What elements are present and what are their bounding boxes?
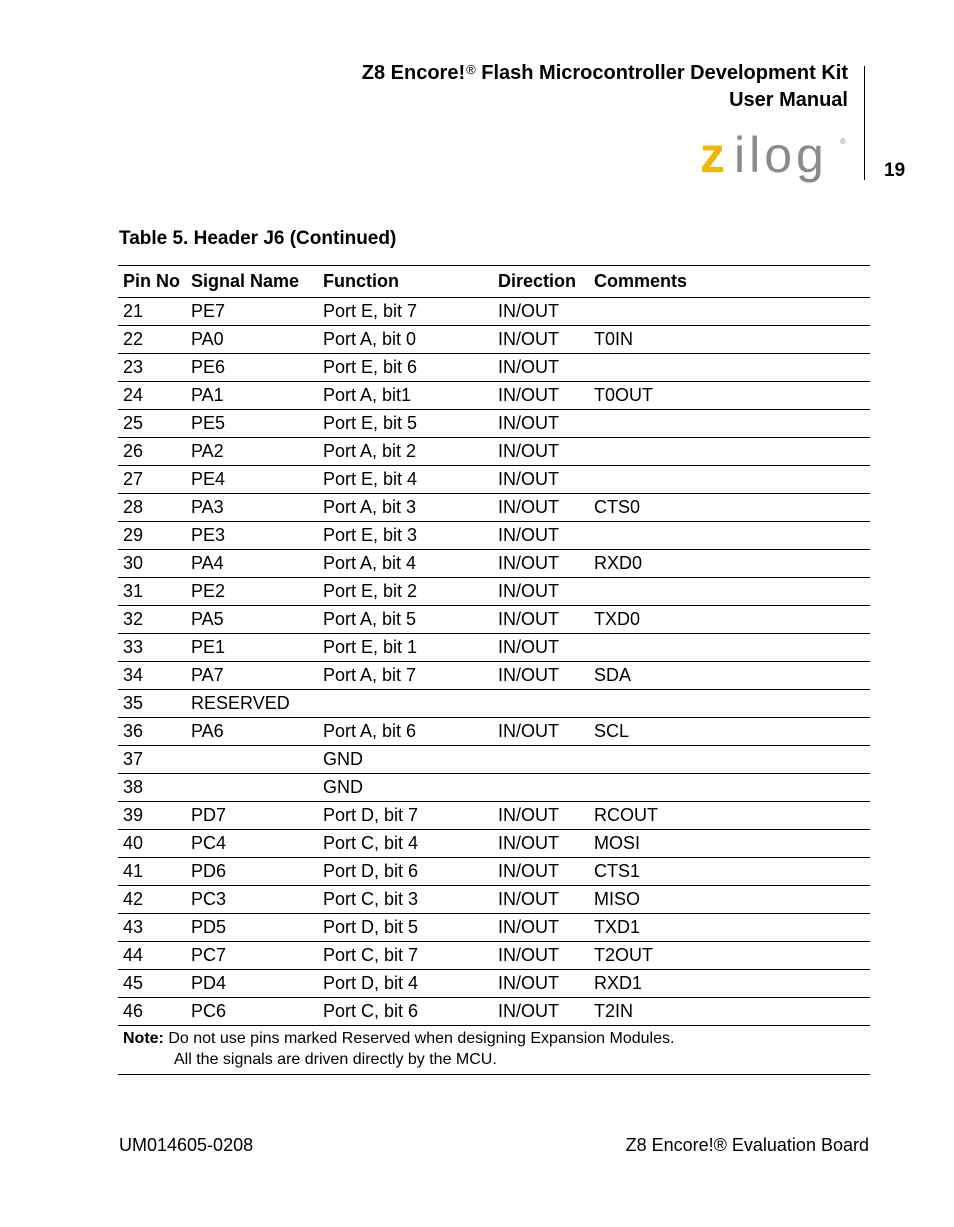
svg-text:ilog: ilog bbox=[734, 128, 828, 183]
table-cell: 32 bbox=[118, 606, 186, 634]
table-cell: PD4 bbox=[186, 970, 318, 998]
table-cell: Port A, bit 2 bbox=[318, 438, 493, 466]
table-cell: 39 bbox=[118, 802, 186, 830]
table-cell: T2OUT bbox=[589, 942, 870, 970]
table-cell: RXD0 bbox=[589, 550, 870, 578]
table-cell: Port A, bit 5 bbox=[318, 606, 493, 634]
table-cell bbox=[589, 354, 870, 382]
table-cell: Port E, bit 4 bbox=[318, 466, 493, 494]
table-cell: Port A, bit 6 bbox=[318, 718, 493, 746]
table-cell: 28 bbox=[118, 494, 186, 522]
table-cell: MOSI bbox=[589, 830, 870, 858]
table-cell: 46 bbox=[118, 998, 186, 1026]
table-cell: GND bbox=[318, 746, 493, 774]
table-row bbox=[118, 774, 870, 802]
table-cell: IN/OUT bbox=[493, 942, 589, 970]
table-row bbox=[118, 830, 870, 858]
table-cell: Port A, bit1 bbox=[318, 382, 493, 410]
table-cell: 31 bbox=[118, 578, 186, 606]
table-cell: SCL bbox=[589, 718, 870, 746]
table-cell: PA2 bbox=[186, 438, 318, 466]
table-cell: 25 bbox=[118, 410, 186, 438]
table-row bbox=[118, 438, 870, 466]
table-cell: IN/OUT bbox=[493, 886, 589, 914]
table-row bbox=[118, 326, 870, 354]
table-row bbox=[118, 466, 870, 494]
table-cell: IN/OUT bbox=[493, 606, 589, 634]
table-cell: Port E, bit 1 bbox=[318, 634, 493, 662]
table-cell bbox=[493, 690, 589, 718]
table-cell: CTS0 bbox=[589, 494, 870, 522]
table-cell: 38 bbox=[118, 774, 186, 802]
table-cell: 40 bbox=[118, 830, 186, 858]
table-cell: Port A, bit 3 bbox=[318, 494, 493, 522]
table-cell: PC4 bbox=[186, 830, 318, 858]
note-line-1: Do not use pins marked Reserved when designing Expansion Modules. bbox=[163, 1030, 675, 1047]
table-cell: 33 bbox=[118, 634, 186, 662]
footer-board-name: Z8 Encore!® Evaluation Board bbox=[625, 1135, 869, 1155]
table-cell: PA6 bbox=[186, 718, 318, 746]
title-line-1: Z8 Encore!® Flash Microcontroller Development Kit bbox=[361, 62, 848, 84]
table-cell: PA4 bbox=[186, 550, 318, 578]
table-cell bbox=[589, 690, 870, 718]
table-row bbox=[118, 298, 870, 326]
table-cell bbox=[186, 746, 318, 774]
table-cell: Port D, bit 6 bbox=[318, 858, 493, 886]
table-cell: IN/OUT bbox=[493, 382, 589, 410]
table-cell: IN/OUT bbox=[493, 718, 589, 746]
table-cell: Port A, bit 7 bbox=[318, 662, 493, 690]
table-cell: 34 bbox=[118, 662, 186, 690]
table-cell: PA0 bbox=[186, 326, 318, 354]
table-cell: PE4 bbox=[186, 466, 318, 494]
table-cell: 30 bbox=[118, 550, 186, 578]
table-cell: T2IN bbox=[589, 998, 870, 1026]
table-row bbox=[118, 578, 870, 606]
table-cell: IN/OUT bbox=[493, 830, 589, 858]
table-cell: IN/OUT bbox=[493, 550, 589, 578]
table-cell: PE6 bbox=[186, 354, 318, 382]
table-cell: CTS1 bbox=[589, 858, 870, 886]
table-cell: IN/OUT bbox=[493, 410, 589, 438]
table-cell: IN/OUT bbox=[493, 326, 589, 354]
svg-text:®: ® bbox=[840, 137, 846, 146]
table-cell: PD5 bbox=[186, 914, 318, 942]
table-cell: IN/OUT bbox=[493, 578, 589, 606]
table-cell bbox=[318, 690, 493, 718]
table-cell bbox=[493, 746, 589, 774]
title-line-2: User Manual bbox=[729, 89, 848, 111]
table-cell: IN/OUT bbox=[493, 494, 589, 522]
zilog-logo bbox=[700, 128, 860, 188]
table-cell: IN/OUT bbox=[493, 634, 589, 662]
table-cell: 27 bbox=[118, 466, 186, 494]
table-row bbox=[118, 494, 870, 522]
header-j6-table bbox=[118, 265, 870, 1075]
table-row bbox=[118, 606, 870, 634]
table-cell: PC6 bbox=[186, 998, 318, 1026]
table-row bbox=[118, 522, 870, 550]
table-cell: 21 bbox=[118, 298, 186, 326]
table-cell bbox=[589, 438, 870, 466]
table-cell: TXD1 bbox=[589, 914, 870, 942]
table-note-row bbox=[118, 1026, 870, 1075]
table-cell: PC3 bbox=[186, 886, 318, 914]
svg-text:z: z bbox=[700, 128, 725, 183]
note-label: Note: bbox=[123, 1030, 164, 1047]
table-cell: PA5 bbox=[186, 606, 318, 634]
table-row bbox=[118, 634, 870, 662]
table-cell bbox=[589, 298, 870, 326]
table-caption: Table 5. Header J6 (Continued) bbox=[119, 228, 397, 249]
table-cell: IN/OUT bbox=[493, 970, 589, 998]
table-cell: PE5 bbox=[186, 410, 318, 438]
table-cell: IN/OUT bbox=[493, 662, 589, 690]
table-row bbox=[118, 718, 870, 746]
table-cell: 37 bbox=[118, 746, 186, 774]
header-divider bbox=[864, 66, 865, 180]
table-cell: Port D, bit 4 bbox=[318, 970, 493, 998]
table-cell: Port E, bit 3 bbox=[318, 522, 493, 550]
table-cell: PA3 bbox=[186, 494, 318, 522]
table-cell: RCOUT bbox=[589, 802, 870, 830]
table-cell: PA7 bbox=[186, 662, 318, 690]
table-cell: GND bbox=[318, 774, 493, 802]
table-cell: Port E, bit 2 bbox=[318, 578, 493, 606]
table-row bbox=[118, 998, 870, 1026]
table-cell: IN/OUT bbox=[493, 914, 589, 942]
table-row bbox=[118, 382, 870, 410]
page-number: 19 bbox=[884, 160, 906, 181]
table-cell bbox=[589, 578, 870, 606]
column-header: Function bbox=[318, 266, 493, 298]
table-cell bbox=[186, 774, 318, 802]
table-cell: Port C, bit 7 bbox=[318, 942, 493, 970]
table-cell: 43 bbox=[118, 914, 186, 942]
table-cell: Port C, bit 6 bbox=[318, 998, 493, 1026]
table-cell: IN/OUT bbox=[493, 998, 589, 1026]
table-cell: 29 bbox=[118, 522, 186, 550]
table-cell: Port E, bit 6 bbox=[318, 354, 493, 382]
table-cell: SDA bbox=[589, 662, 870, 690]
table-cell bbox=[589, 522, 870, 550]
table-row bbox=[118, 970, 870, 998]
column-header: Signal Name bbox=[186, 266, 318, 298]
column-header: Comments bbox=[589, 266, 870, 298]
table-cell bbox=[589, 774, 870, 802]
table-row bbox=[118, 746, 870, 774]
column-header: Pin No bbox=[118, 266, 186, 298]
table-cell: RXD1 bbox=[589, 970, 870, 998]
table-cell bbox=[589, 746, 870, 774]
table-cell: 41 bbox=[118, 858, 186, 886]
table-cell: IN/OUT bbox=[493, 466, 589, 494]
table-cell: PE1 bbox=[186, 634, 318, 662]
table-cell: Port C, bit 3 bbox=[318, 886, 493, 914]
table-row bbox=[118, 690, 870, 718]
table-cell: IN/OUT bbox=[493, 354, 589, 382]
table-cell: 44 bbox=[118, 942, 186, 970]
table-cell bbox=[589, 410, 870, 438]
table-cell: MISO bbox=[589, 886, 870, 914]
table-row bbox=[118, 802, 870, 830]
table-row bbox=[118, 914, 870, 942]
table-row bbox=[118, 354, 870, 382]
table-cell: TXD0 bbox=[589, 606, 870, 634]
table-cell: 36 bbox=[118, 718, 186, 746]
table-cell: IN/OUT bbox=[493, 438, 589, 466]
table-cell: 42 bbox=[118, 886, 186, 914]
table-cell bbox=[589, 466, 870, 494]
table-cell: Port D, bit 5 bbox=[318, 914, 493, 942]
table-cell: Port C, bit 4 bbox=[318, 830, 493, 858]
table-row bbox=[118, 550, 870, 578]
table-note bbox=[118, 1026, 870, 1075]
table-cell: T0IN bbox=[589, 326, 870, 354]
table-cell: 45 bbox=[118, 970, 186, 998]
table-row bbox=[118, 410, 870, 438]
table-cell: PC7 bbox=[186, 942, 318, 970]
document-title bbox=[362, 60, 848, 114]
table-cell: Port E, bit 7 bbox=[318, 298, 493, 326]
table-cell: T0OUT bbox=[589, 382, 870, 410]
table-cell: IN/OUT bbox=[493, 298, 589, 326]
table-cell: 23 bbox=[118, 354, 186, 382]
table-cell: 22 bbox=[118, 326, 186, 354]
table-row bbox=[118, 942, 870, 970]
table-cell: RESERVED bbox=[186, 690, 318, 718]
table-cell: Port D, bit 7 bbox=[318, 802, 493, 830]
table-cell: IN/OUT bbox=[493, 802, 589, 830]
table-row bbox=[118, 662, 870, 690]
table-cell: PD6 bbox=[186, 858, 318, 886]
table-cell: PE3 bbox=[186, 522, 318, 550]
table-cell: PE2 bbox=[186, 578, 318, 606]
footer-doc-id: UM014605-0208 bbox=[119, 1135, 254, 1155]
table-cell: Port A, bit 0 bbox=[318, 326, 493, 354]
table-cell: Port E, bit 5 bbox=[318, 410, 493, 438]
table-cell: Port A, bit 4 bbox=[318, 550, 493, 578]
table-cell bbox=[589, 634, 870, 662]
table-header-row bbox=[118, 266, 870, 298]
table-cell: PD7 bbox=[186, 802, 318, 830]
table-cell: 24 bbox=[118, 382, 186, 410]
table-row bbox=[118, 886, 870, 914]
table-cell: PE7 bbox=[186, 298, 318, 326]
table-cell: IN/OUT bbox=[493, 858, 589, 886]
table-cell: 26 bbox=[118, 438, 186, 466]
table-cell bbox=[493, 774, 589, 802]
column-header: Direction bbox=[493, 266, 589, 298]
note-line-2: All the signals are driven directly by the MCU. bbox=[174, 1051, 497, 1068]
table-row bbox=[118, 858, 870, 886]
table-cell: 35 bbox=[118, 690, 186, 718]
table-cell: PA1 bbox=[186, 382, 318, 410]
table-cell: IN/OUT bbox=[493, 522, 589, 550]
